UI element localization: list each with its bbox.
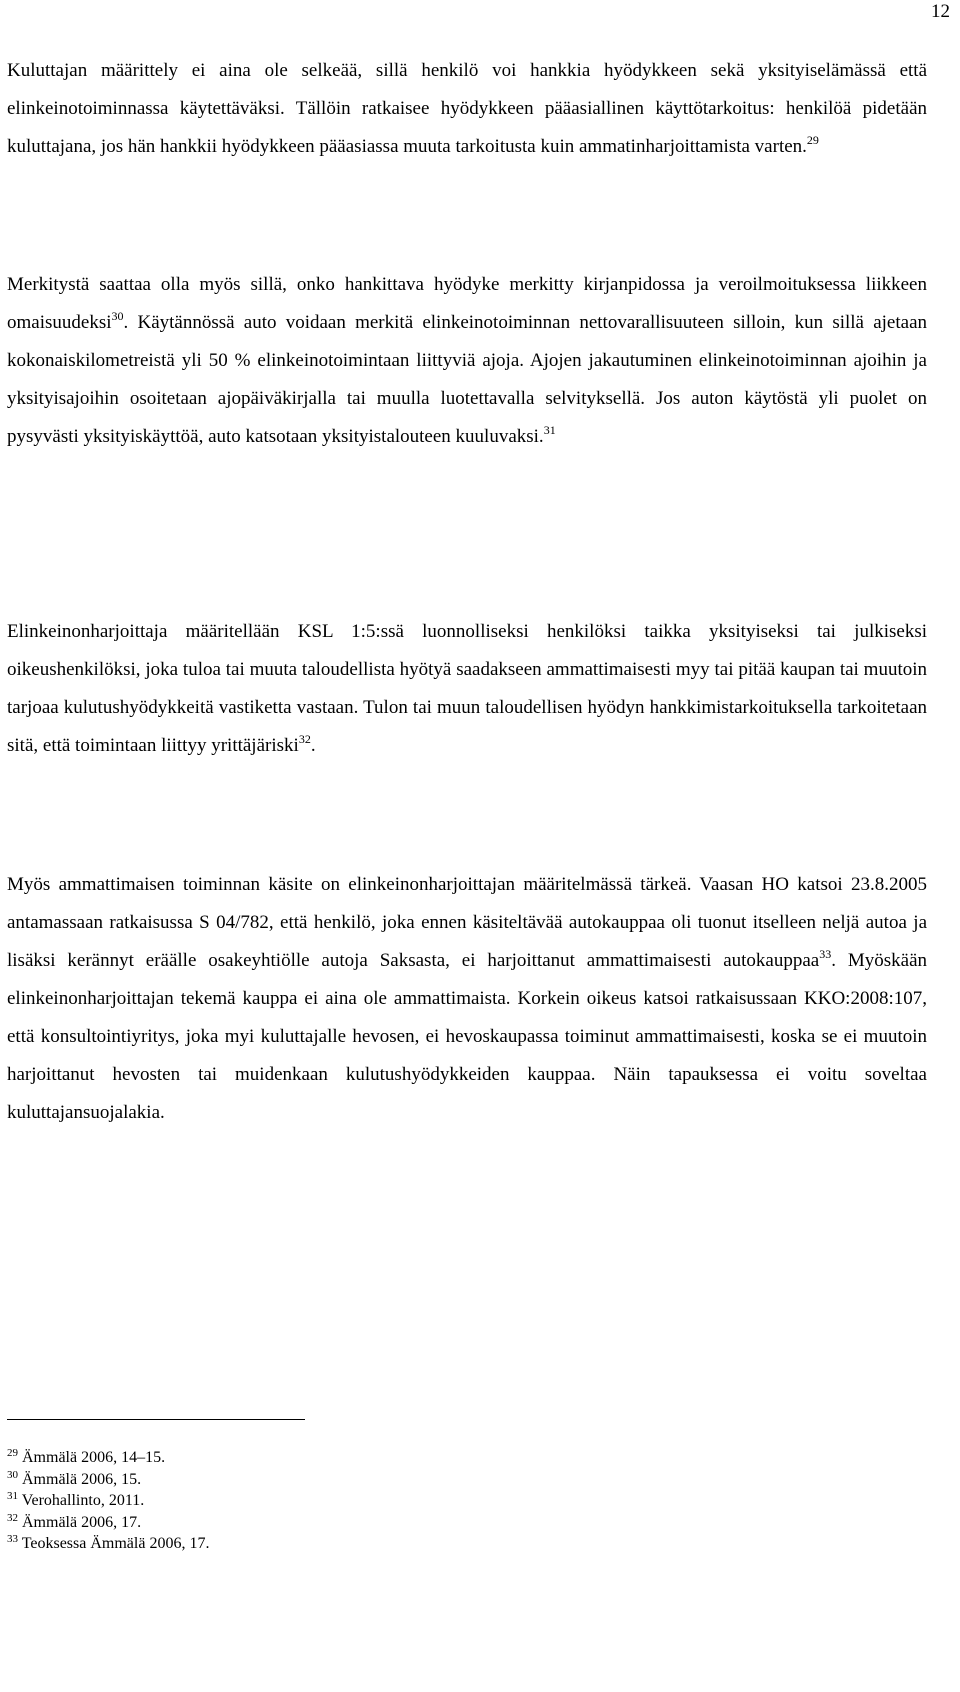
paragraph-consumer-definition <box>7 52 927 166</box>
paragraph-professional-activity <box>7 866 927 1132</box>
paragraph-text: Kuluttajan määrittely ei aina ole selkeää, sillä henkilö voi hankkia hyödykkeen sekä yksityiselämässä että elinkeinotoiminnassa käytettäväksi. Tällöin ratkaisee hyödykkeen pääasiallinen käyttötarkoitus: henkilöä pidetään kuluttajana, jos hän hankkii hyödykkeen pääasiassa muuta tarkoitusta kuin ammatinharjoittamista varten. <box>7 60 927 157</box>
footnote-text: Ämmälä 2006, 15. <box>22 1470 142 1488</box>
paragraph-text: Merkitystä saattaa olla myös sillä, onko hankittava hyödyke merkitty kirjanpidossa ja veroilmoituksessa liikkeen omaisuudeksi <box>7 274 927 333</box>
footnotes <box>7 1447 607 1555</box>
footnote-number: 33 <box>7 1533 18 1545</box>
footnote-reference[interactable]: 33 <box>819 947 832 961</box>
footnote-number: 30 <box>7 1468 18 1481</box>
footnote-text: Teoksessa Ämmälä 2006, 17. <box>21 1535 210 1552</box>
footnote-number: 29 <box>7 1447 18 1459</box>
paragraph-trader-definition <box>7 613 927 765</box>
footnote-number: 31 <box>7 1490 18 1502</box>
footnote-reference[interactable]: 31 <box>543 423 556 437</box>
paragraph-text: . <box>310 735 316 756</box>
footnote-reference[interactable]: 29 <box>806 133 819 147</box>
footnote <box>7 1490 607 1512</box>
paragraph-text: . Käytännössä auto voidaan merkitä elinkeinotoiminnan nettovarallisuuteen silloin, kun sillä ajetaan kokonaiskilometreistä yli 50 % elinkeinotoimintaan liittyviä ajoja. Ajojen jakautuminen elinkeinotoiminnan ajoihin ja yksityisajoihin osoitetaan ajopäiväkirjalla tai muulla luotettavalla selvityksellä. Jos auton käytöstä yli puolet on pysyvästi yksityiskäyttöä, auto katsotaan yksityistalouteen kuuluvaksi. <box>7 312 927 447</box>
footnote-number: 32 <box>7 1511 18 1524</box>
footnote <box>7 1447 607 1469</box>
paragraph-text: Myös ammattimaisen toiminnan käsite on elinkeinonharjoittajan määritelmässä tärkeä. Vaasan HO katsoi 23.8.2005 antamassaan ratkaisussa S 04/782, että henkilö, joka ennen käsiteltävää autokauppaa oli tuonut itselleen neljä autoa ja lisäksi kerännyt eräälle osakeyhtiölle autoja Saksasta, ei harjoittanut ammattimaisesti autokauppaa <box>7 874 927 971</box>
footnote <box>7 1469 607 1491</box>
paragraph-accounting <box>7 266 927 456</box>
footnote-separator <box>7 1419 305 1420</box>
page-number: 12 <box>931 1 950 22</box>
paragraph-text: . Myöskään elinkeinonharjoittajan tekemä kauppa ei aina ole ammattimaista. Korkein oikeus katsoi ratkaisussaan KKO:2008:107, että konsultointiyritys, joka myi kuluttajalle hevosen, ei hevoskaupassa toiminut ammattimaisesti, koska se ei muutoin harjoittanut hevosten tai muidenkaan kulutushyödykkeiden kauppaa. Näin tapauksessa ei voitu soveltaa kuluttajansuojalakia. <box>7 950 928 1123</box>
footnote-text: Verohallinto, 2011. <box>21 1492 145 1509</box>
footnote-reference[interactable]: 32 <box>298 732 311 746</box>
footnote-text: Ämmälä 2006, 17. <box>22 1513 142 1531</box>
footnote-text: Ämmälä 2006, 14–15. <box>22 1449 166 1466</box>
footnote-reference[interactable]: 30 <box>111 309 124 323</box>
footnote <box>7 1512 607 1534</box>
footnote <box>7 1533 607 1555</box>
paragraph-text: Elinkeinonharjoittaja määritellään KSL 1:5:ssä luonnolliseksi henkilöksi taikka yksityiseksi tai julkiseksi oikeushenkilöksi, joka tuloa tai muuta taloudellista hyötyä saadakseen ammattimaisesti myy tai pitää kaupan tai muutoin tarjoaa kulutushyödykkeitä vastiketta vastaan. Tulon tai muun taloudellisen hyödyn hankkimistarkoituksella tarkoitetaan sitä, että toimintaan liittyy yrittäjäriski <box>7 621 927 756</box>
